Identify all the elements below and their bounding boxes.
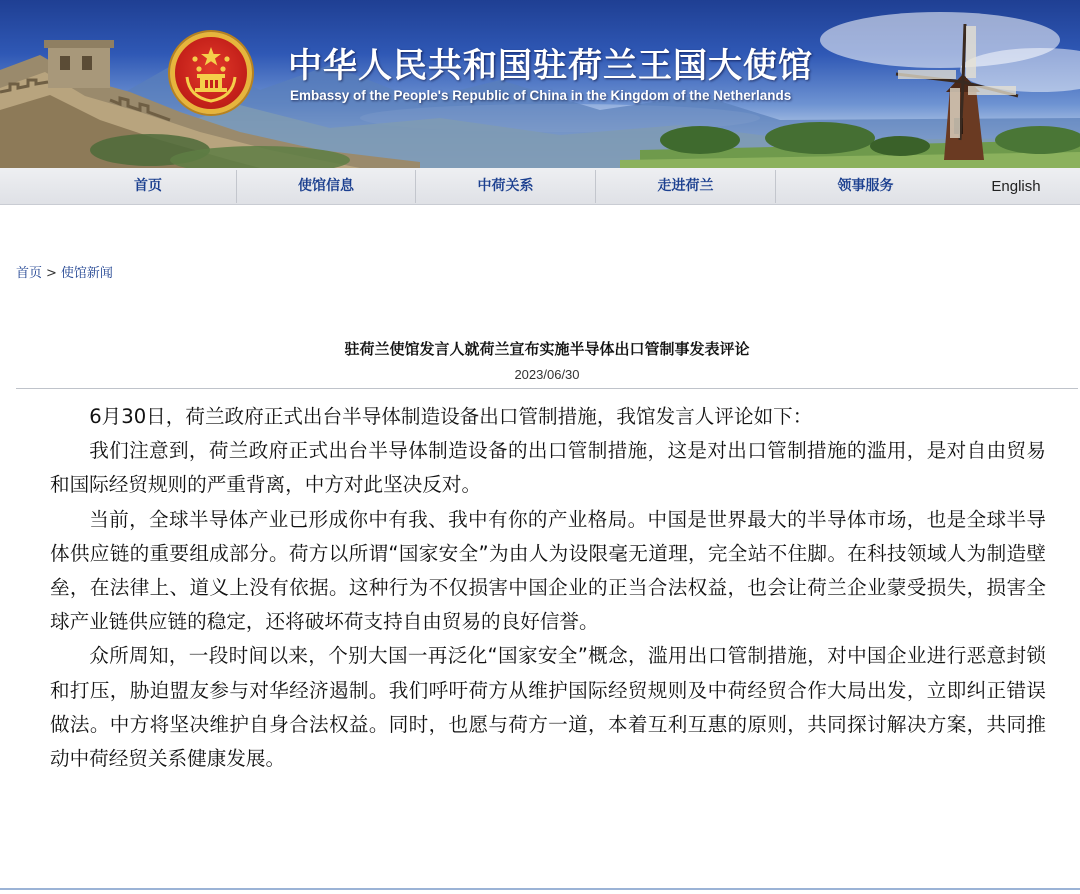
language-switch-english[interactable]: English — [991, 178, 1041, 195]
nav-item-china-nl-relations[interactable]: 中荷关系 — [477, 178, 534, 194]
national-emblem-icon — [170, 32, 252, 114]
nav-item-about-netherlands[interactable]: 走进荷兰 — [657, 178, 714, 194]
article-body — [50, 400, 1046, 776]
site-title: 中华人民共和国驻荷兰王国大使馆 — [288, 46, 813, 86]
article-paragraph: 众所周知，一段时间以来，个别大国一再泛化“国家安全”概念，滥用出口管制措施，对中国企业进行恶意封锁和打压，胁迫盟友参与对华经济遏制。我们呼吁荷方从维护国际经贸规则及中荷经贸合作大局出发，立即纠正错误做法。中方将坚决维护自身合法权益。同时，也愿与荷方一道，本着互利互惠的原则，共同探讨解决方案，共同推动中荷经贸关系健康发展。 — [50, 644, 1046, 771]
site-subtitle: Embassy of the People's Republic of China in the Kingdom of the Netherlands — [290, 88, 792, 103]
article-divider — [16, 388, 1078, 389]
article-title: 驻荷兰使馆发言人就荷兰宣布实施半导体出口管制事发表评论 — [344, 340, 750, 358]
breadcrumb-separator: > — [46, 266, 57, 281]
article-paragraph: 我们注意到，荷兰政府正式出台半导体制造设备的出口管制措施，这是对出口管制措施的滥用，是对自由贸易和国际经贸规则的严重背离，中方对此坚决反对。 — [50, 439, 1046, 497]
nav-item-embassy-info[interactable]: 使馆信息 — [298, 178, 354, 194]
nav-item-consular-services[interactable]: 领事服务 — [837, 178, 894, 194]
breadcrumb-home-link[interactable]: 首页 — [16, 266, 43, 281]
footer-divider — [0, 888, 1080, 890]
header-banner — [0, 0, 1080, 168]
nav-item-home[interactable]: 首页 — [134, 178, 162, 194]
article-date: 2023/06/30 — [514, 367, 580, 382]
article-paragraph: 6月30日，荷兰政府正式出台半导体制造设备出口管制措施，我馆发言人评论如下： — [89, 405, 813, 428]
breadcrumb — [16, 262, 113, 281]
breadcrumb-current-link[interactable]: 使馆新闻 — [60, 266, 113, 281]
article-paragraph: 当前，全球半导体产业已形成你中有我、我中有你的产业格局。中国是世界最大的半导体市场，也是全球半导体供应链的重要组成部分。荷方以所谓“国家安全”为由人为设限毫无道理，完全站不住脚。在科技领域人为制造壁垒，在法律上、道义上没有依据。这种行为不仅损害中国企业的正当合法权益，也会让荷兰企业蒙受损失，损害全球产业链供应链的稳定，还将破坏荷支持自由贸易的良好信誉。 — [50, 507, 1046, 634]
main-nav — [0, 168, 1080, 205]
